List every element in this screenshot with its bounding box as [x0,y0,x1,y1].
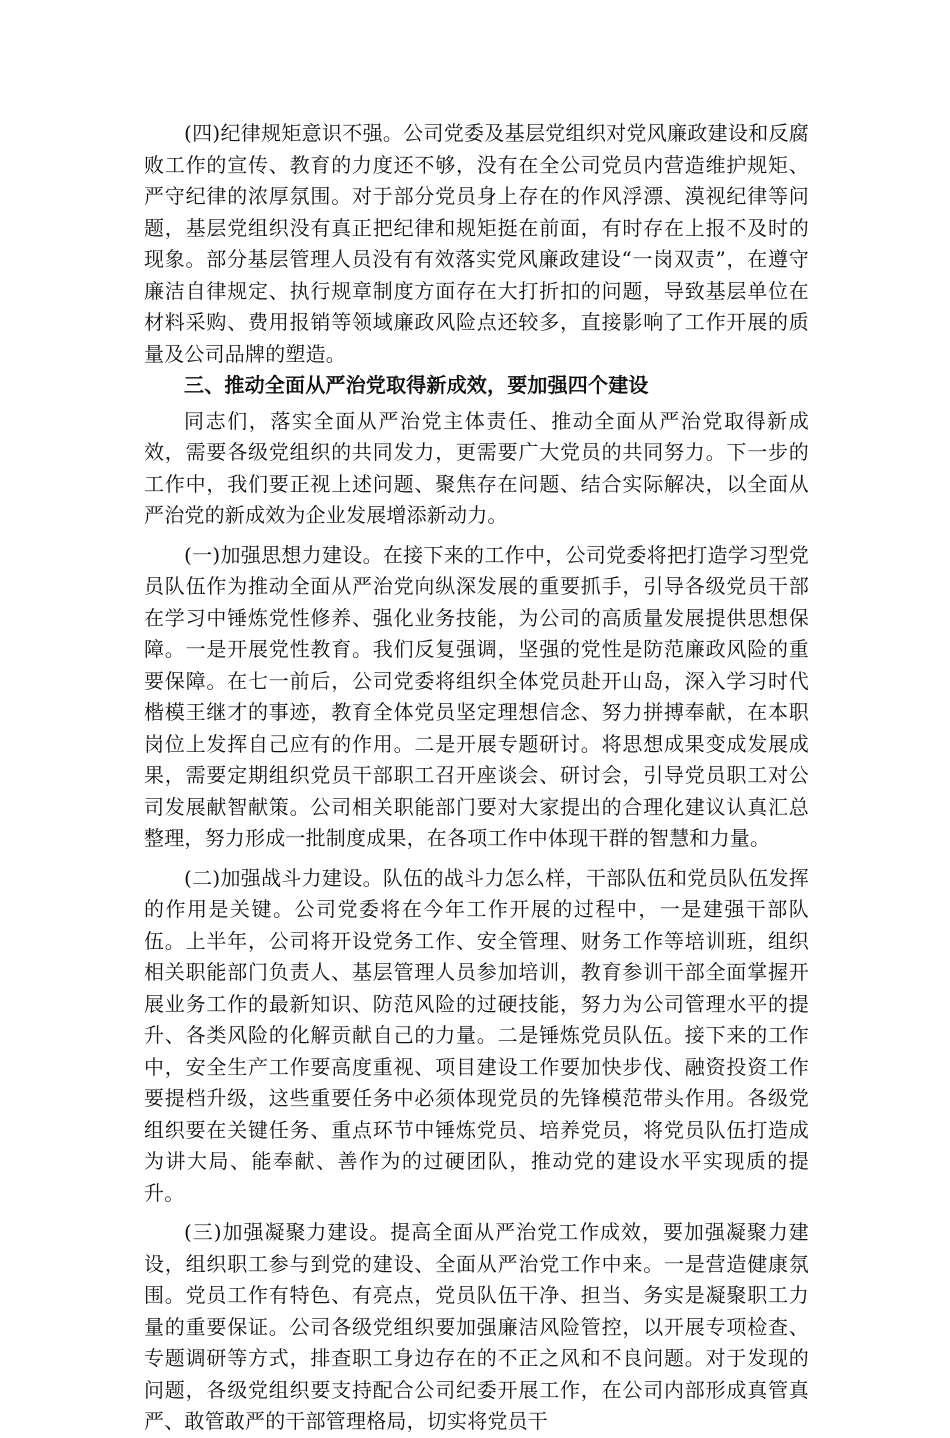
document-page [144,118,809,1438]
paragraph-discipline-awareness: (四)纪律规矩意识不强。公司党委及基层党组织对党风廉政建设和反腐败工作的宣传、教育的力度还不够，没有在全公司党员内营造维护规矩、严守纪律的浓厚氛围。对于部分党员身上存在的作风浮漂、漠视纪律等问题，基层党组织没有真正把纪律和规矩挺在前面，有时存在上报不及时的现象。部分基层管理人员没有有效落实党风廉政建设“一岗双责”，在遵守廉洁自律规定、执行规章制度方面存在大打折扣的问题，导致基层单位在材料采购、费用报销等领域廉政风险点还较多，直接影响了工作开展的质量及公司品牌的塑造。 [144,121,809,366]
paragraph-combat-building: (二)加强战斗力建设。队伍的战斗力怎么样，干部队伍和党员队伍发挥的作用是关键。公司党委将在今年工作开展的过程中，一是建强干部队伍。上半年，公司将开设党务工作、安全管理、财务工作等培训班，组织相关职能部门负责人、基层管理人员参加培训，教育参训干部全面掌握开展业务工作的最新知识、防范风险的过硬技能，努力为公司管理水平的提升、各类风险的化解贡献自己的力量。二是锤炼党员队伍。接下来的工作中，安全生产工作要高度重视、项目建设工作要加快步伐、融资投资工作要提档升级，这些重要任务中必须体现党员的先锋模范带头作用。各级党组织要在关键任务、重点环节中锤炼党员、培养党员，将党员队伍打造成为讲大局、能奉献、善作为的过硬团队，推动党的建设水平实现质的提升。 [144,865,809,1205]
section-heading-three: 三、推动全面从严治党取得新成效，要加强四个建设 [184,373,649,397]
paragraph-intro: 同志们，落实全面从严治党主体责任、推动全面从严治党取得新成效，需要各级党组织的共同发力，更需要广大党员的共同努力。下一步的工作中，我们要正视上述问题、聚焦存在问题、结合实际解决，以全面从严治党的新成效为企业发展增添新动力。 [144,408,809,527]
paragraph-cohesion-building: (三)加强凝聚力建设。提高全面从严治党工作成效，要加强凝聚力建设，组织职工参与到党的建设、全面从严治党工作中来。一是营造健康氛围。党员工作有特色、有亮点，党员队伍干净、担当、务实是凝聚职工力量的重要保证。公司各级党组织要加强廉洁风险管控，以开展专项检查、专题调研等方式，排查职工身边存在的不正之风和不良问题。对于发现的问题，各级党组织要支持配合公司纪委开展工作，在公司内部形成真管真严、敢管敢严的干部管理格局，切实将党员干 [144,1220,809,1433]
paragraph-thought-building: (一)加强思想力建设。在接下来的工作中，公司党委将把打造学习型党员队伍作为推动全面从严治党向纵深发展的重要抓手，引导各级党员干部在学习中锤炼党性修养、强化业务技能，为公司的高质量发展提供思想保障。一是开展党性教育。我们反复强调，坚强的党性是防范廉政风险的重要保障。在七一前后，公司党委将组织全体党员赴开山岛，深入学习时代楷模王继才的事迹，教育全体党员坚定理想信念、努力拼搏奉献，在本职岗位上发挥自己应有的作用。二是开展专题研讨。将思想成果变成发展成果，需要定期组织党员干部职工召开座谈会、研讨会，引导党员职工对公司发展献智献策。公司相关职能部门要对大家提出的合理化建议认真汇总整理，努力形成一批制度成果，在各项工作中体现干群的智慧和力量。 [144,542,809,850]
